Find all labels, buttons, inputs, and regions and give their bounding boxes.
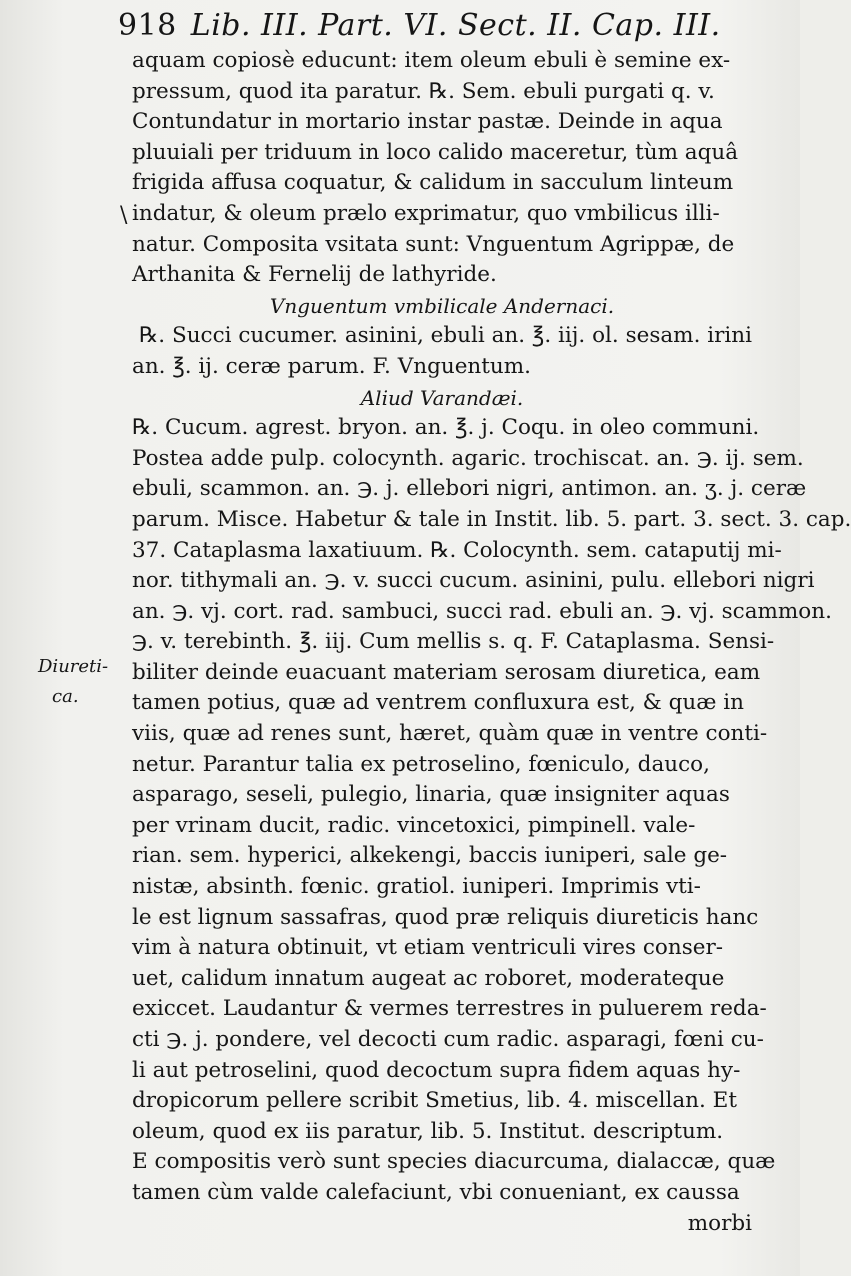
- text-line: ℞. Succi cucumer. asinini, ebuli an. ℥. iij. ol. sesam. irini: [139, 323, 752, 349]
- body-text: [132, 46, 851, 1239]
- text-line: ℈. v. terebinth. ℥. iij. Cum mellis s. q. F. Cataplasma. Sensi-: [132, 629, 775, 655]
- text-line: an. ℈. vj. cort. rad. sambuci, succi rad. ebuli an. ℈. vj. scammon.: [132, 598, 832, 624]
- text-line: cti ℈. j. pondere, vel decocti cum radic. asparagi, fœni cu-: [132, 1027, 764, 1052]
- running-title: Lib. III. Part. VI. Sect. II. Cap. III.: [190, 8, 721, 43]
- text-line: Arthanita & Fernelij de lathyride.: [132, 262, 497, 288]
- page-header: [118, 8, 721, 43]
- text-line: viis, quæ ad renes sunt, hæret, quàm quæ in ventre conti-: [132, 721, 768, 747]
- text-line: ℞. Cucum. agrest. bryon. an. ℥. j. Coqu. in oleo communi.: [132, 415, 760, 441]
- text-line: tamen potius, quæ ad ventrem confluxura est, & quæ in: [132, 690, 745, 716]
- text-line: aquam copiosè educunt: item oleum ebuli è semine ex-: [132, 48, 731, 73]
- margin-mark: \: [120, 203, 128, 228]
- margin-note-line: Diureti-: [38, 656, 109, 677]
- text-line: tamen cùm valde calefaciunt, vbi conueniant, ex caussa: [132, 1179, 740, 1205]
- text-line: netur. Parantur talia ex petroselino, fœniculo, dauco,: [132, 751, 710, 777]
- text-line: parum. Misce. Habetur & tale in Instit. lib. 5. part. 3. sect. 3. cap.: [132, 506, 851, 532]
- text-line: dropicorum pellere scribit Smetius, lib. 4. miscellan. Et: [132, 1088, 738, 1114]
- text-line: biliter deinde euacuant materiam serosam diuretica, eam: [132, 659, 761, 685]
- text-line: exiccet. Laudantur & vermes terrestres in puluerem reda-: [132, 996, 767, 1022]
- text-line: oleum, quod ex iis paratur, lib. 5. Institut. descriptum.: [132, 1118, 724, 1144]
- text-line: indatur, & oleum prælo exprimatur, quo vmbilicus illi-: [132, 200, 720, 226]
- text-line: Postea adde pulp. colocynth. agaric. trochiscat. an. ℈. ij. sem.: [132, 445, 804, 471]
- text-line: per vrinam ducit, radic. vincetoxici, pimpinell. vale-: [132, 812, 696, 838]
- text-line: morbi: [687, 1210, 752, 1236]
- text-line: vim à natura obtinuit, vt etiam ventriculi vires conser-: [132, 935, 723, 961]
- text-line: Contundatur in mortario instar pastæ. Deinde in aqua: [132, 109, 723, 135]
- text-line: pressum, quod ita paratur. ℞. Sem. ebuli purgati q. v.: [132, 78, 715, 104]
- text-line: E compositis verò sunt species diacurcuma, dialaccæ, quæ: [132, 1149, 776, 1175]
- margin-note-line: ca.: [52, 686, 79, 707]
- text-line: pluuiali per triduum in loco calido maceretur, tùm aquâ: [132, 139, 739, 165]
- text-line: 37. Cataplasma laxatiuum. ℞. Colocynth. sem. cataputij mi-: [132, 537, 782, 563]
- text-line: nor. tithymali an. ℈. v. succi cucum. asinini, pulu. ellebori nigri: [132, 568, 815, 594]
- text-line: asparago, seseli, pulegio, linaria, quæ insigniter aquas: [132, 782, 730, 808]
- text-line: li aut petroselini, quod decoctum supra fidem aquas hy-: [132, 1057, 741, 1083]
- text-line: nistæ, absinth. fœnic. gratiol. iuniperi. Imprimis vti-: [132, 874, 701, 900]
- page-number: 918: [118, 8, 177, 43]
- text-line: frigida affusa coquatur, & calidum in sacculum linteum: [132, 170, 734, 196]
- section-heading: Vnguentum vmbilicale Andernaci.: [269, 293, 615, 318]
- text-line: le est lignum sassafras, quod præ reliquis diureticis hanc: [132, 904, 759, 930]
- text-line: an. ℥. ij. ceræ parum. F. Vnguentum.: [132, 353, 531, 379]
- text-line: uet, calidum innatum augeat ac roboret, moderateque: [132, 965, 725, 991]
- section-heading: Aliud Varandæi.: [360, 385, 524, 410]
- text-line: natur. Composita vsitata sunt: Vnguentum Agrippæ, de: [132, 231, 735, 257]
- text-line: ebuli, scammon. an. ℈. j. ellebori nigri, antimon. an. ʒ. j. ceræ: [132, 476, 807, 502]
- text-line: rian. sem. hyperici, alkekengi, baccis iuniperi, sale ge-: [132, 843, 728, 869]
- margin-note: [38, 652, 108, 712]
